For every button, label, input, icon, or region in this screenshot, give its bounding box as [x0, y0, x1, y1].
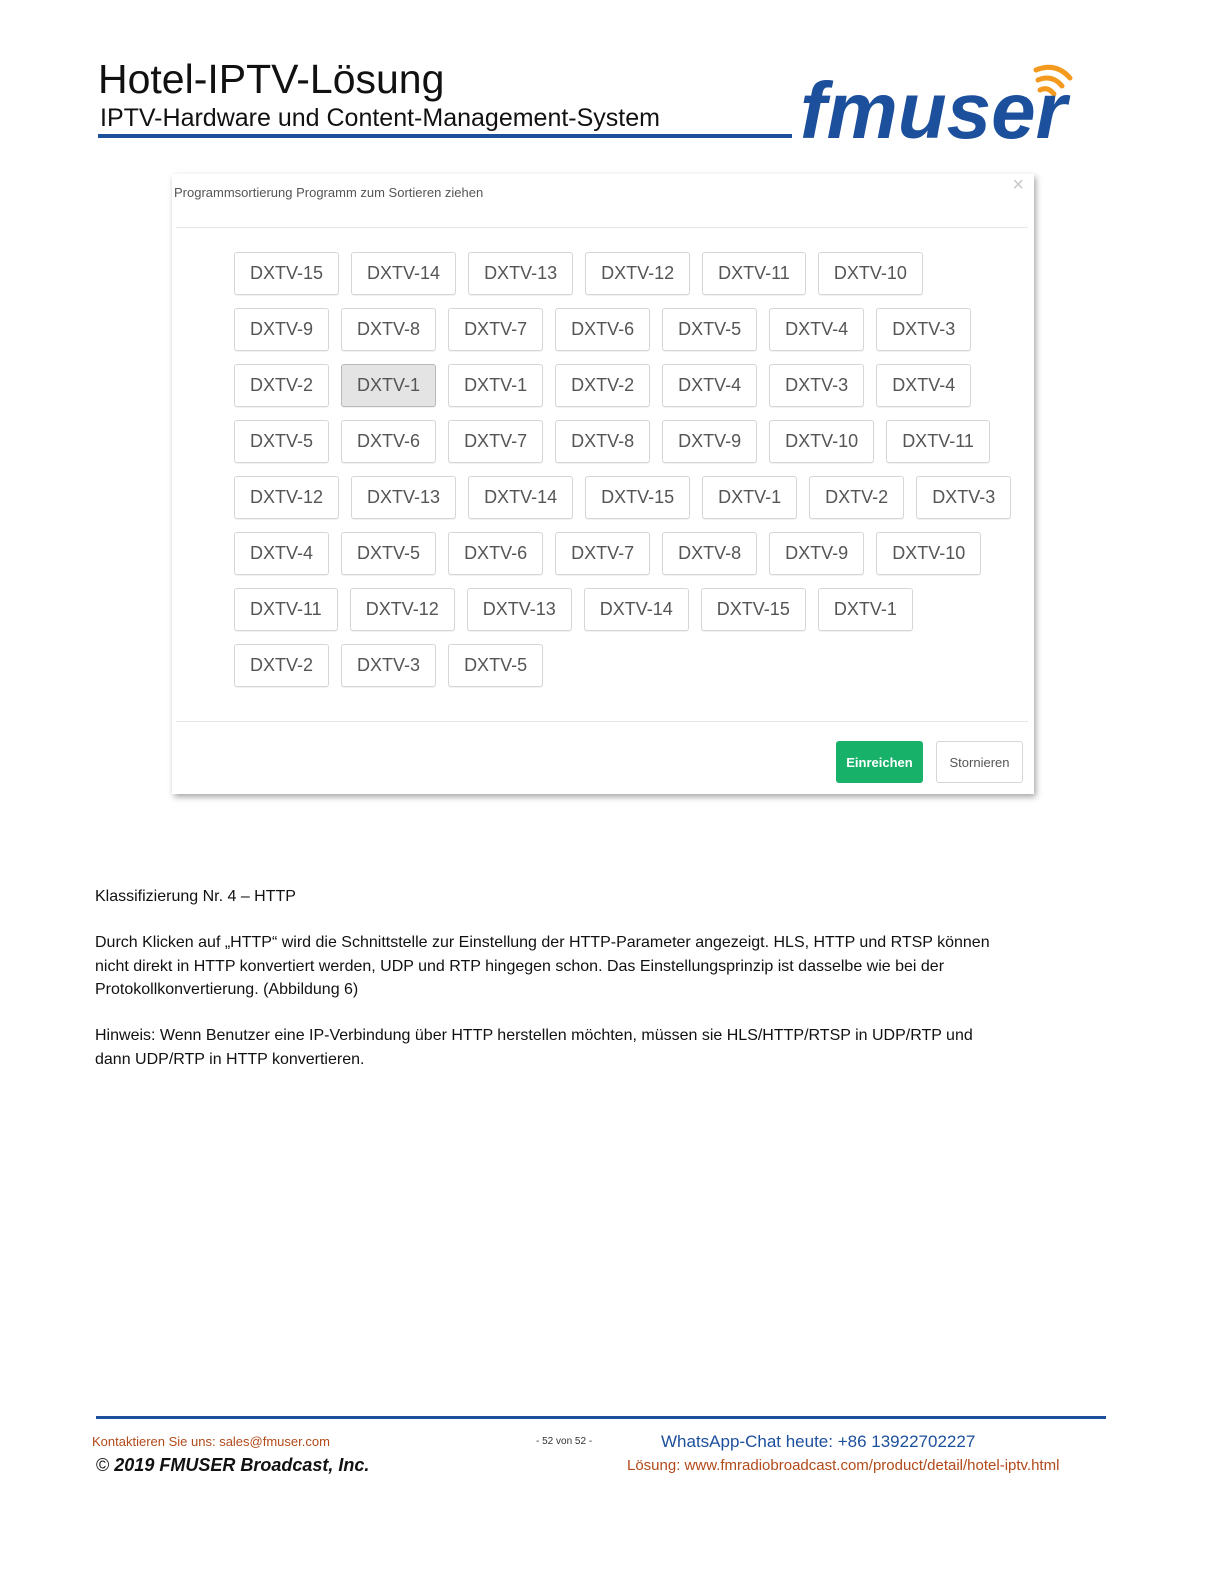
note-line: dann UDP/RTP in HTTP konvertieren. [95, 1051, 365, 1068]
dialog-divider [176, 227, 1028, 228]
program-chip[interactable]: DXTV-4 [662, 364, 757, 407]
program-chip[interactable]: DXTV-2 [555, 364, 650, 407]
program-chip[interactable]: DXTV-9 [234, 308, 329, 351]
program-chip[interactable]: DXTV-13 [467, 588, 572, 631]
program-chip[interactable]: DXTV-12 [234, 476, 339, 519]
program-chip[interactable]: DXTV-13 [468, 252, 573, 295]
program-chip[interactable]: DXTV-10 [769, 420, 874, 463]
program-chip[interactable]: DXTV-6 [448, 532, 543, 575]
program-chip[interactable]: DXTV-13 [351, 476, 456, 519]
program-chip[interactable]: DXTV-5 [234, 420, 329, 463]
program-chip[interactable]: DXTV-12 [585, 252, 690, 295]
program-chip[interactable]: DXTV-5 [341, 532, 436, 575]
program-chip[interactable]: DXTV-2 [234, 644, 329, 687]
program-chip[interactable]: DXTV-8 [341, 308, 436, 351]
section-heading: Klassifizierung Nr. 4 – HTTP [95, 888, 296, 905]
program-row [234, 476, 1024, 519]
program-chip[interactable]: DXTV-14 [584, 588, 689, 631]
program-row [234, 364, 1024, 407]
program-chip[interactable]: DXTV-15 [585, 476, 690, 519]
program-chip[interactable]: DXTV-3 [341, 644, 436, 687]
program-chip[interactable]: DXTV-1 [448, 364, 543, 407]
page-number: - 52 von 52 - [536, 1436, 593, 1447]
program-chip[interactable]: DXTV-10 [876, 532, 981, 575]
cancel-button[interactable]: Stornieren [936, 741, 1023, 783]
submit-button[interactable]: Einreichen [836, 741, 923, 783]
paragraph-line: nicht direkt in HTTP konvertiert werden, UDP und RTP hingegen schon. Das Einstellungsprinzip ist dasselbe wie bei der [95, 958, 945, 975]
whatsapp-contact: WhatsApp-Chat heute: +86 13922702227 [661, 1432, 976, 1451]
program-chip[interactable]: DXTV-3 [769, 364, 864, 407]
logo-text: fmuser [800, 66, 1067, 146]
program-chip[interactable]: DXTV-15 [234, 252, 339, 295]
footer-contact: Kontaktieren Sie uns: sales@fmuser.com [92, 1434, 330, 1449]
footer-copyright [96, 1455, 369, 1476]
program-chip[interactable]: DXTV-9 [662, 420, 757, 463]
page-subtitle: IPTV-Hardware und Content-Management-System [100, 104, 660, 132]
program-sort-dialog [172, 174, 1034, 794]
program-chip[interactable]: DXTV-9 [769, 532, 864, 575]
program-chip[interactable]: DXTV-1 [341, 364, 436, 407]
program-chip[interactable]: DXTV-15 [701, 588, 806, 631]
program-chip[interactable]: DXTV-2 [234, 364, 329, 407]
header-divider [98, 134, 792, 138]
program-chip[interactable]: DXTV-7 [448, 308, 543, 351]
paragraph-line: Durch Klicken auf „HTTP“ wird die Schnittstelle zur Einstellung der HTTP-Parameter angezeigt. HLS, HTTP und RTSP können [95, 934, 990, 951]
fmuser-logo [800, 56, 1100, 146]
copyright-text: 2019 FMUSER Broadcast, Inc. [114, 1455, 370, 1475]
program-chip[interactable]: DXTV-11 [886, 420, 990, 463]
program-chip[interactable]: DXTV-4 [769, 308, 864, 351]
program-chip[interactable]: DXTV-6 [555, 308, 650, 351]
note-line: Hinweis: Wenn Benutzer eine IP-Verbindung über HTTP herstellen möchten, müssen sie HLS/HTTP/RTSP in UDP/RTP und [95, 1027, 973, 1044]
program-chip[interactable]: DXTV-4 [876, 364, 971, 407]
program-chip[interactable]: DXTV-3 [916, 476, 1011, 519]
program-row [234, 644, 1024, 687]
program-grid [234, 252, 1024, 700]
dialog-divider [176, 721, 1028, 722]
program-chip[interactable]: DXTV-11 [234, 588, 338, 631]
program-row [234, 588, 1024, 631]
dialog-title: Programmsortierung Programm zum Sortieren ziehen [174, 185, 484, 200]
page-title: Hotel-IPTV-Lösung [98, 56, 445, 102]
program-chip[interactable]: DXTV-8 [555, 420, 650, 463]
copyright-symbol: © [96, 1455, 110, 1475]
paragraph-line: Protokollkonvertierung. (Abbildung 6) [95, 981, 359, 998]
close-icon[interactable]: × [1012, 174, 1024, 196]
program-chip[interactable]: DXTV-8 [662, 532, 757, 575]
program-chip[interactable]: DXTV-14 [468, 476, 573, 519]
program-chip[interactable]: DXTV-11 [702, 252, 806, 295]
program-row [234, 420, 1024, 463]
program-chip[interactable]: DXTV-6 [341, 420, 436, 463]
program-chip[interactable]: DXTV-2 [809, 476, 904, 519]
program-chip[interactable]: DXTV-1 [818, 588, 913, 631]
program-chip[interactable]: DXTV-3 [876, 308, 971, 351]
program-chip[interactable]: DXTV-1 [702, 476, 797, 519]
program-chip[interactable]: DXTV-4 [234, 532, 329, 575]
program-chip[interactable]: DXTV-7 [448, 420, 543, 463]
program-chip[interactable]: DXTV-14 [351, 252, 456, 295]
solution-link[interactable]: Lösung: www.fmradiobroadcast.com/product/detail/hotel-iptv.html [627, 1457, 1060, 1474]
program-chip[interactable]: DXTV-7 [555, 532, 650, 575]
program-chip[interactable]: DXTV-5 [662, 308, 757, 351]
program-chip[interactable]: DXTV-12 [350, 588, 455, 631]
program-chip[interactable]: DXTV-5 [448, 644, 543, 687]
footer-divider [96, 1416, 1106, 1419]
program-chip[interactable]: DXTV-10 [818, 252, 923, 295]
program-row [234, 308, 1024, 351]
program-row [234, 252, 1024, 295]
program-row [234, 532, 1024, 575]
